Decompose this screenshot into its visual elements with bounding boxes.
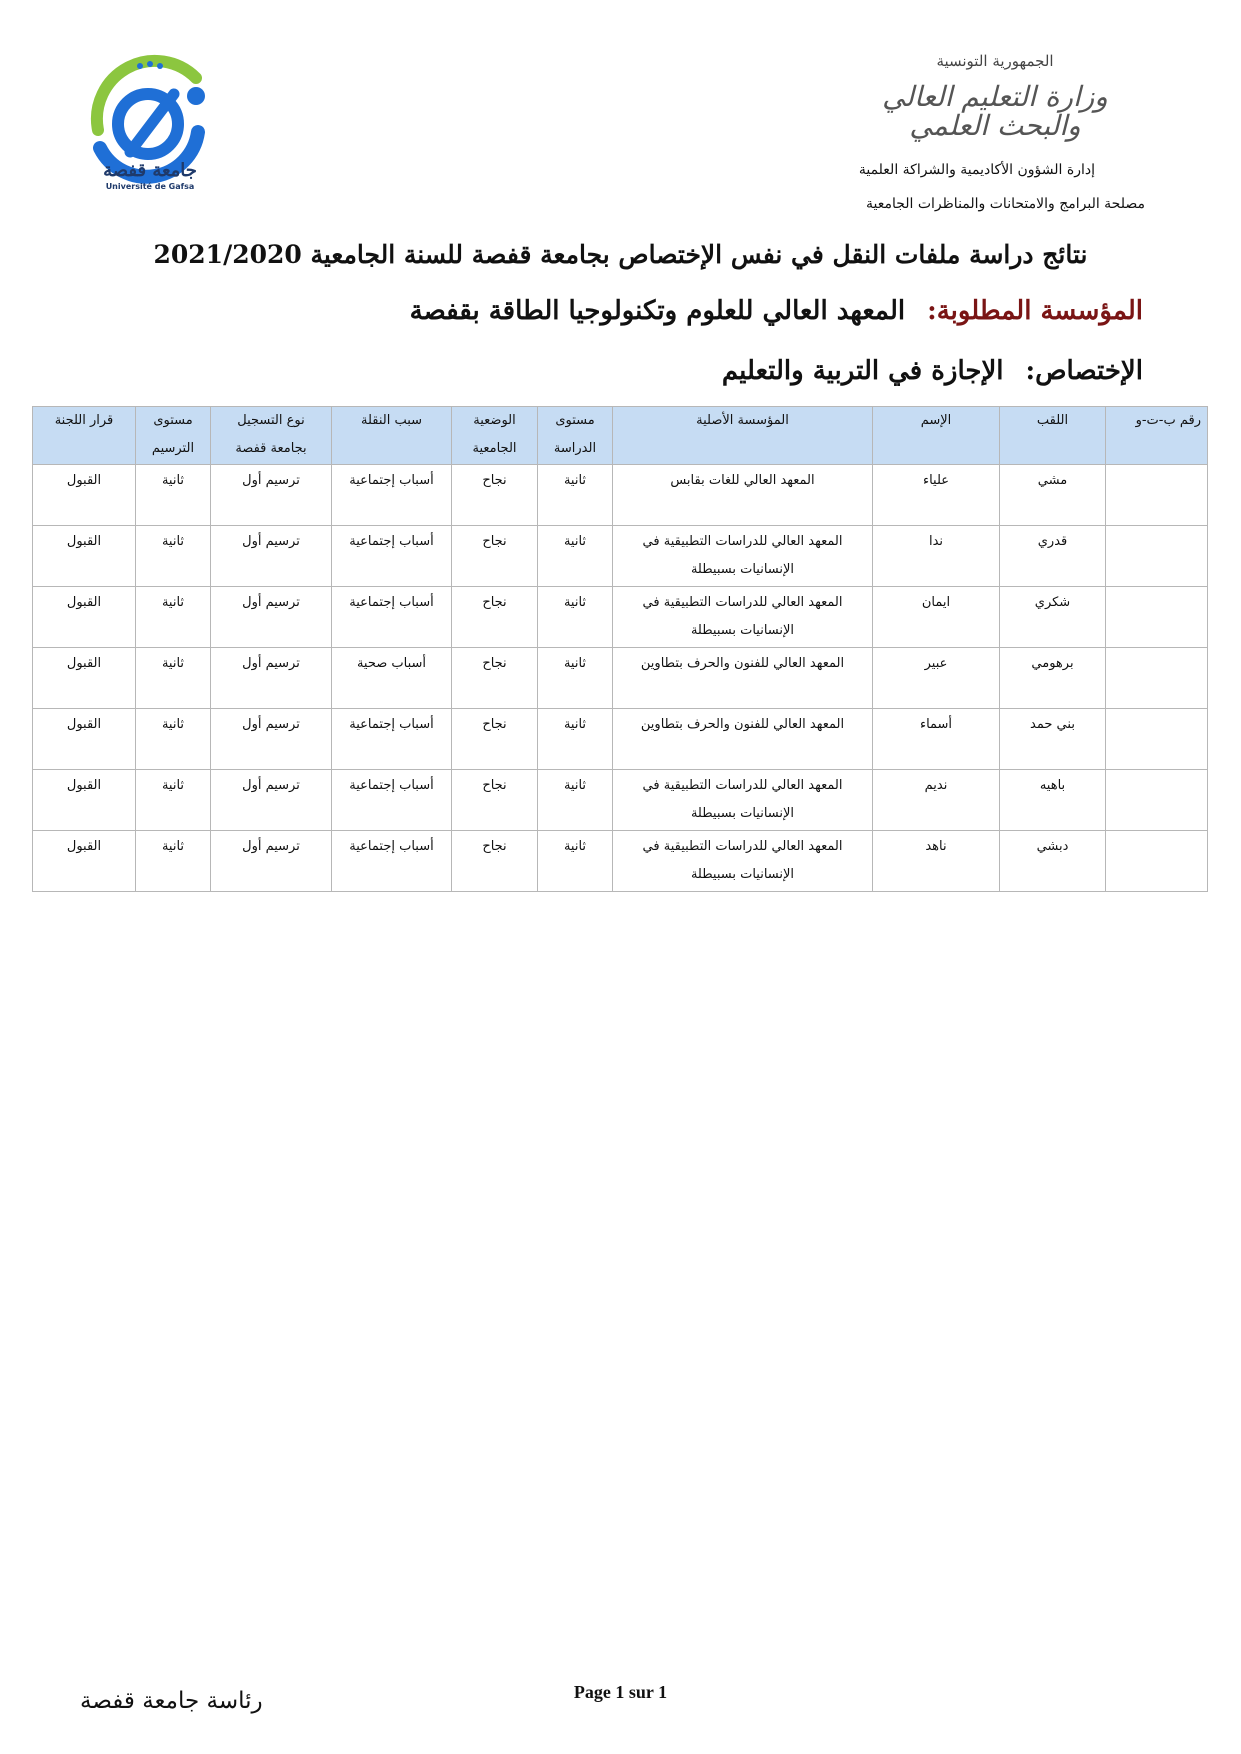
cell-name: أسماء — [873, 709, 1000, 770]
cell-registration-type: ترسيم أول — [211, 526, 332, 587]
cell-origin: المعهد العالي للفنون والحرف بتطاوين — [613, 648, 873, 709]
cell-registration-type: ترسيم أول — [211, 587, 332, 648]
page-number: Page 1 sur 1 — [573, 1682, 668, 1702]
cell-name: ايمان — [873, 587, 1000, 648]
service-name: مصلحة البرامج والامتحانات والمناظرات الجامعية — [865, 196, 1145, 212]
republic-heading: الجمهورية التونسية — [936, 52, 1054, 70]
cell-id — [1106, 587, 1208, 648]
table-row — [33, 465, 1208, 526]
cell-origin: المعهد العالي للدراسات التطبيقية في الإنسانيات بسبيطلة — [613, 587, 873, 648]
cell-study-level: ثانية — [538, 648, 613, 709]
cell-study-level: ثانية — [538, 587, 613, 648]
cell-status: نجاح — [452, 770, 538, 831]
cell-study-level: ثانية — [538, 770, 613, 831]
cell-study-level: ثانية — [538, 709, 613, 770]
header-registration-type: نوع التسجيل بجامعة قفصة — [211, 407, 332, 465]
cell-surname: باهيه — [1000, 770, 1106, 831]
cell-study-level: ثانية — [538, 526, 613, 587]
header-study-level: مستوى الدراسة — [538, 407, 613, 465]
cell-enroll-level: ثانية — [136, 648, 211, 709]
cell-name: نديم — [873, 770, 1000, 831]
cell-status: نجاح — [452, 709, 538, 770]
ministry-line-1: وزارة التعليم العالي — [882, 80, 1108, 113]
specialty — [103, 356, 1143, 386]
cell-study-level: ثانية — [538, 831, 613, 892]
cell-decision: القبول — [33, 709, 136, 770]
cell-surname: دبشي — [1000, 831, 1106, 892]
cell-reason: أسباب إجتماعية — [332, 831, 452, 892]
cell-origin: المعهد العالي للدراسات التطبيقية في الإنسانيات بسبيطلة — [613, 526, 873, 587]
specialty-value: الإجازة في التربية والتعليم — [721, 356, 1004, 386]
table-body — [33, 465, 1208, 892]
logo-caption-french: Université de Gafsa — [105, 182, 195, 191]
cell-name: عبير — [873, 648, 1000, 709]
cell-surname: مشي — [1000, 465, 1106, 526]
cell-name: ندا — [873, 526, 1000, 587]
cell-origin: المعهد العالي للغات بقابس — [613, 465, 873, 526]
cell-status: نجاح — [452, 526, 538, 587]
specialty-label: الإختصاص: — [1025, 356, 1143, 386]
header-transfer-reason: سبب النقلة — [332, 407, 452, 465]
logo-caption-arabic: جامعة قفصة — [103, 160, 197, 181]
cell-origin: المعهد العالي للدراسات التطبيقية في الإنسانيات بسبيطلة — [613, 770, 873, 831]
ministry-line-2: والبحث العلمي — [909, 109, 1081, 143]
table-header-row — [33, 407, 1208, 465]
cell-registration-type: ترسيم أول — [211, 465, 332, 526]
table-row — [33, 648, 1208, 709]
presidency-signature: رئاسة جامعة قفصة — [80, 1688, 263, 1714]
ministry-heading — [845, 82, 1145, 141]
cell-decision: القبول — [33, 648, 136, 709]
cell-enroll-level: ثانية — [136, 587, 211, 648]
cell-id — [1106, 831, 1208, 892]
requested-institution — [103, 296, 1143, 326]
cell-id — [1106, 770, 1208, 831]
cell-reason: أسباب إجتماعية — [332, 770, 452, 831]
table-row — [33, 770, 1208, 831]
header-name: الإسم — [873, 407, 1000, 465]
cell-id — [1106, 648, 1208, 709]
requested-institution-label: المؤسسة المطلوبة: — [927, 296, 1143, 326]
cell-decision: القبول — [33, 831, 136, 892]
table-row — [33, 526, 1208, 587]
cell-origin: المعهد العالي للدراسات التطبيقية في الإنسانيات بسبيطلة — [613, 831, 873, 892]
header-surname: اللقب — [1000, 407, 1106, 465]
cell-reason: أسباب إجتماعية — [332, 587, 452, 648]
cell-study-level: ثانية — [538, 465, 613, 526]
cell-enroll-level: ثانية — [136, 526, 211, 587]
cell-surname: برهومي — [1000, 648, 1106, 709]
cell-status: نجاح — [452, 648, 538, 709]
cell-enroll-level: ثانية — [136, 770, 211, 831]
cell-status: نجاح — [452, 587, 538, 648]
cell-origin: المعهد العالي للفنون والحرف بتطاوين — [613, 709, 873, 770]
cell-status: نجاح — [452, 831, 538, 892]
cell-id — [1106, 465, 1208, 526]
cell-name: ناهد — [873, 831, 1000, 892]
cell-reason: أسباب إجتماعية — [332, 526, 452, 587]
header-university-status: الوضعية الجامعية — [452, 407, 538, 465]
cell-enroll-level: ثانية — [136, 831, 211, 892]
cell-registration-type: ترسيم أول — [211, 648, 332, 709]
cell-enroll-level: ثانية — [136, 465, 211, 526]
cell-surname: بني حمد — [1000, 709, 1106, 770]
table-row — [33, 587, 1208, 648]
requested-institution-value: المعهد العالي للعلوم وتكنولوجيا الطاقة بقفصة — [409, 296, 906, 326]
cell-registration-type: ترسيم أول — [211, 831, 332, 892]
cell-surname: قدري — [1000, 526, 1106, 587]
cell-decision: القبول — [33, 587, 136, 648]
document-title: نتائج دراسة ملفات النقل في نفس الإختصاص بجامعة قفصة للسنة الجامعية 2021/2020 — [153, 240, 1088, 269]
department-name: إدارة الشؤون الأكاديمية والشراكة العلمية — [858, 162, 1095, 178]
cell-decision: القبول — [33, 465, 136, 526]
cell-name: علياء — [873, 465, 1000, 526]
cell-decision: القبول — [33, 526, 136, 587]
table-row — [33, 831, 1208, 892]
cell-id — [1106, 709, 1208, 770]
cell-registration-type: ترسيم أول — [211, 770, 332, 831]
cell-status: نجاح — [452, 465, 538, 526]
header-id: رقم ب-ت-و — [1106, 407, 1208, 465]
cell-enroll-level: ثانية — [136, 709, 211, 770]
header-origin-institution: المؤسسة الأصلية — [613, 407, 873, 465]
cell-reason: أسباب صحية — [332, 648, 452, 709]
cell-id — [1106, 526, 1208, 587]
header-enrollment-level: مستوى الترسيم — [136, 407, 211, 465]
cell-surname: شكري — [1000, 587, 1106, 648]
results-table — [32, 406, 1208, 892]
cell-reason: أسباب إجتماعية — [332, 709, 452, 770]
table-row — [33, 709, 1208, 770]
cell-registration-type: ترسيم أول — [211, 709, 332, 770]
cell-decision: القبول — [33, 770, 136, 831]
cell-reason: أسباب إجتماعية — [332, 465, 452, 526]
header-committee-decision: قرار اللجنة — [33, 407, 136, 465]
